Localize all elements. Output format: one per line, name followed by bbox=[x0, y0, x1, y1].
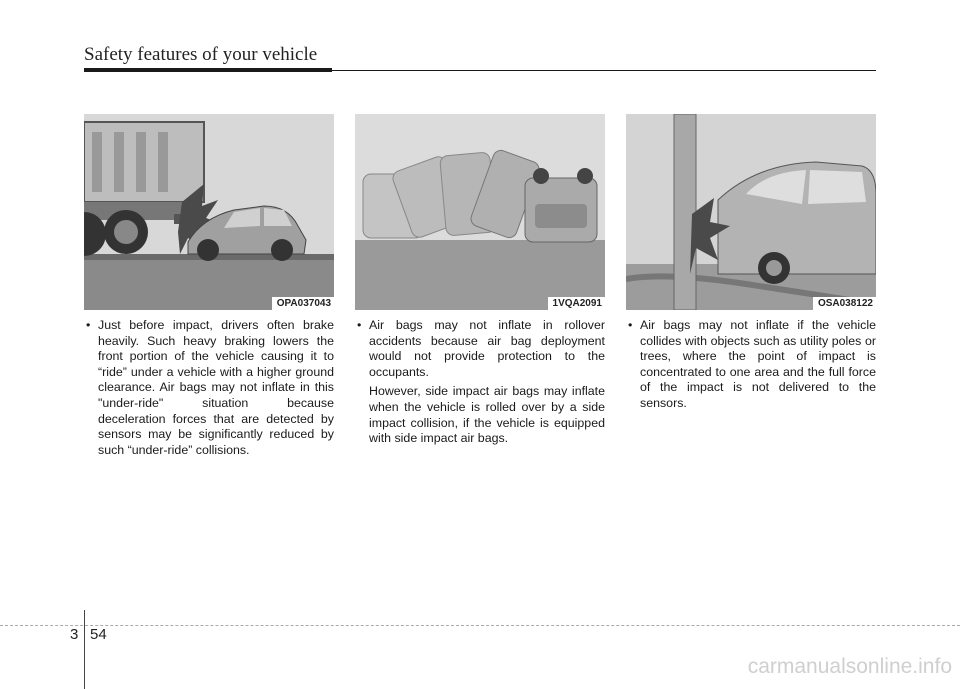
header-rule bbox=[84, 68, 332, 72]
page-number: 54 bbox=[90, 626, 107, 643]
bullet-dot: • bbox=[86, 318, 91, 332]
text-column-2 bbox=[355, 318, 605, 447]
watermark: carmanualsonline.info bbox=[747, 655, 952, 678]
text-column-1 bbox=[84, 318, 334, 458]
bullet-dot: • bbox=[628, 318, 633, 332]
text-column-3 bbox=[626, 318, 876, 412]
bullet-item bbox=[355, 318, 605, 447]
figure-rollover bbox=[355, 114, 605, 310]
bullet-item bbox=[626, 318, 876, 412]
header-rule-thin bbox=[332, 70, 876, 71]
figure-code: OPA037043 bbox=[272, 297, 334, 310]
figure-code: OSA038122 bbox=[813, 297, 876, 310]
paragraph: However, side impact air bags may inflate when the vehicle is rolled over by a side impact collision, if the vehicle is equipped with side impact air bags. bbox=[369, 384, 605, 446]
figure-code: 1VQA2091 bbox=[548, 297, 605, 310]
page-title: Safety features of your vehicle bbox=[84, 44, 318, 65]
bullet-item bbox=[84, 318, 334, 458]
paragraph: Air bags may not inflate in rollover accidents because air bag deployment would not provide protection to the occupants. bbox=[369, 318, 605, 379]
chapter-number: 3 bbox=[70, 626, 79, 643]
bullet-dot: • bbox=[357, 318, 362, 332]
footer-divider bbox=[0, 625, 960, 626]
rollover-illustration bbox=[355, 114, 605, 310]
figure-under-ride bbox=[84, 114, 334, 310]
paragraph: Air bags may not inflate if the vehicle collides with objects such as utility poles or trees, where the point of impact is concentrated to one area and the full force of the impact is not delivered to the sensors. bbox=[640, 318, 876, 410]
paragraph: Just before impact, drivers often brake heavily. Such heavy braking lowers the front portion of the vehicle causing it to “ride” under a vehicle with a higher ground clearance. Air bags may not inflate in this "under-ride" situation because deceleration forces that are detected by sensors may be significantly reduced by such “under-ride” collisions. bbox=[98, 318, 334, 457]
figure-pole-impact bbox=[626, 114, 876, 310]
pole-impact-illustration bbox=[626, 114, 876, 310]
under-ride-illustration bbox=[84, 114, 334, 310]
footer-vertical-rule bbox=[84, 610, 85, 689]
